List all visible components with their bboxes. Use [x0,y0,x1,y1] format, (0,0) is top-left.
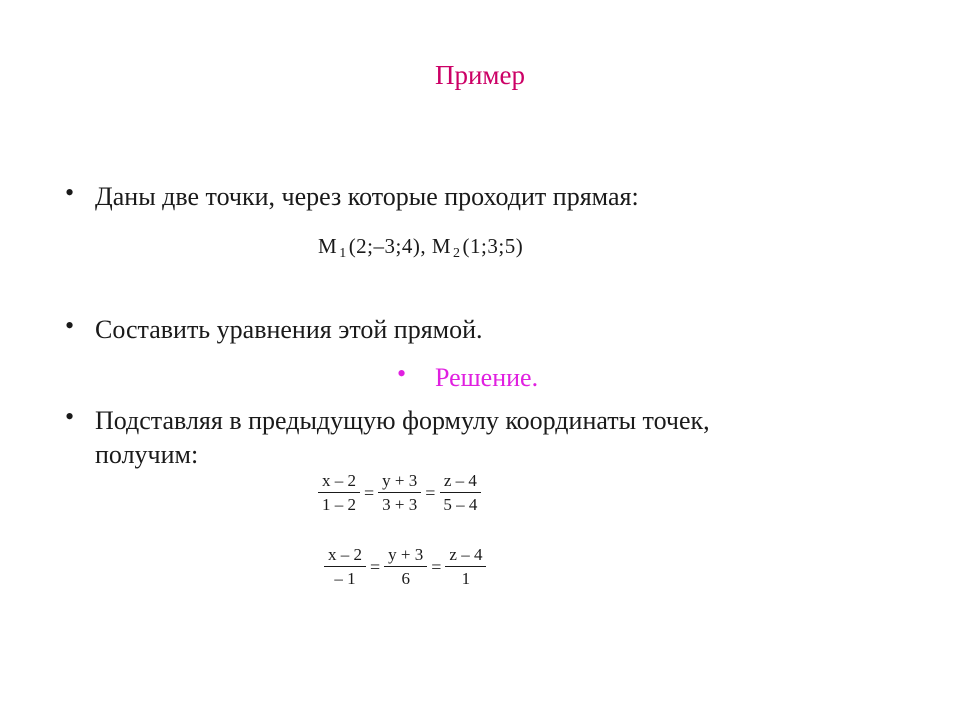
task-text: Составить уравнения этой прямой. [95,315,483,344]
given-text: Даны две точки, через которые проходит прямая: [95,182,639,211]
fraction-numerator: x – 2 [324,544,366,567]
fraction-denominator: 3 + 3 [382,495,418,514]
fraction-denominator: 5 – 4 [443,495,478,514]
fraction-numerator: x – 2 [318,470,360,493]
points-formula [318,234,523,262]
fraction-z [445,544,486,591]
fraction-denominator: – 1 [334,569,356,588]
fraction-y [384,544,427,591]
fraction-x [318,470,360,517]
equals-sign: = [364,483,375,503]
equals-sign: = [370,557,381,577]
bullet-task [65,311,483,347]
equation-2 [324,544,486,591]
equals-sign: = [425,483,436,503]
m1-index: 1 [339,246,347,261]
m2-index: 2 [453,246,461,261]
bullet-dot: • [65,178,75,207]
bullet-dot: • [65,311,75,340]
substitute-text-line1: Подставляя в предыдущую формулу координаты точек, [95,406,710,435]
m1-letter: M [318,234,338,258]
equals-sign: = [431,557,442,577]
m1-coords: (2;–3;4), [348,234,427,258]
fraction-numerator: y + 3 [384,544,427,567]
fraction-numerator: y + 3 [378,470,421,493]
bullet-substitute [65,402,895,472]
bullet-dot: • [65,402,75,431]
fraction-numerator: z – 4 [440,470,481,493]
fraction-numerator: z – 4 [445,544,486,567]
m2-letter: M [431,234,452,258]
equation-1 [318,470,481,517]
bullet-dot: • [397,359,407,388]
slide-title: Пример [434,60,526,90]
fraction-denominator: 6 [401,569,410,588]
fraction-x [324,544,366,591]
m2-coords: (1;3;5) [462,234,524,258]
bullet-solution [397,359,539,395]
fraction-y [378,470,421,517]
fraction-denominator: 1 [461,569,471,588]
substitute-text-line2: получим: [95,440,199,469]
bullet-given [65,178,639,214]
fraction-z [439,470,481,517]
solution-text: Решение. [435,363,539,392]
fraction-denominator: 1 – 2 [322,495,356,514]
